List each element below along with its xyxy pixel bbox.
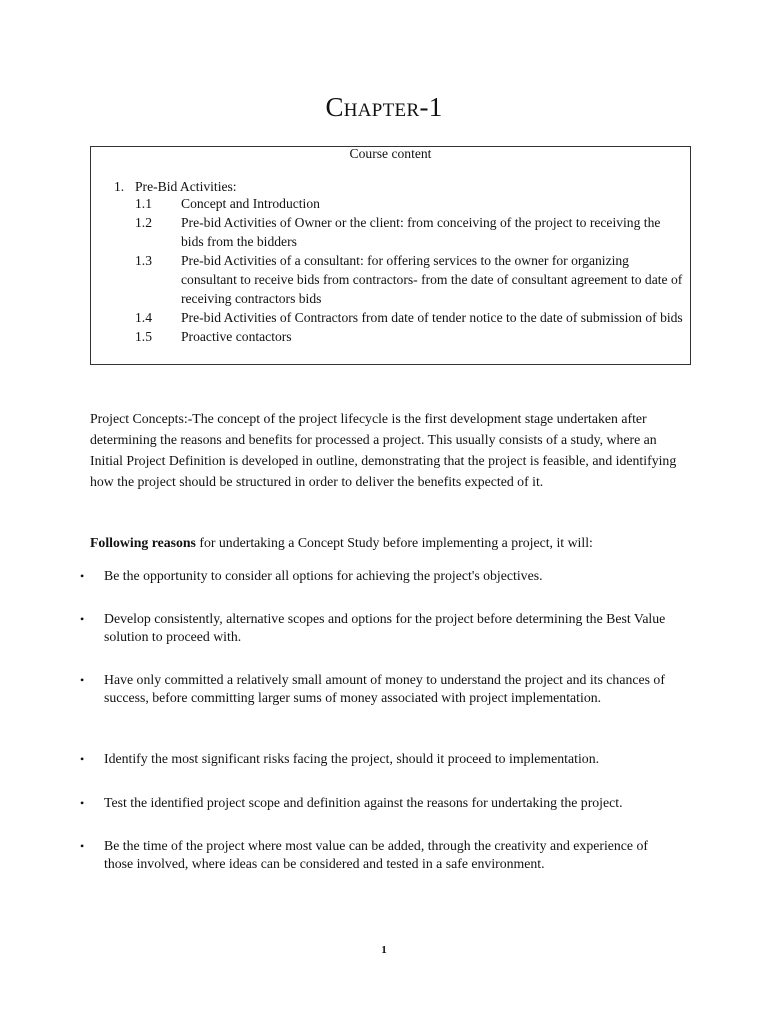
bullet-item [80, 671, 680, 707]
bullet-icon: • [80, 569, 85, 583]
toc-item [135, 213, 685, 251]
toc-item-text: Concept and Introduction [181, 196, 320, 211]
toc-item-number: 1.4 [135, 310, 152, 325]
bullet-text: Identify the most significant risks facing the project, should it proceed to implementation. [104, 751, 600, 766]
bullet-item [80, 750, 680, 768]
toc-item-number: 1.3 [135, 253, 152, 268]
bullet-text: Develop consistently, alternative scopes and options for the project before determining the Best Value solution to proceed with. [104, 611, 666, 644]
toc-main-number: 1. [114, 179, 125, 194]
lead-bold-text: Following reasons [90, 535, 196, 550]
toc-item-number: 1.5 [135, 329, 152, 344]
bullet-icon: • [80, 796, 85, 810]
bullet-text: Test the identified project scope and definition against the reasons for undertaking the project. [104, 795, 623, 810]
toc-item [135, 194, 685, 213]
toc-item [135, 308, 685, 327]
toc-item-number: 1.1 [135, 196, 152, 211]
bullet-icon: • [80, 612, 85, 626]
toc-item-text: Proactive contactors [181, 329, 292, 344]
toc-item-text: Pre-bid Activities of a consultant: for offering services to the owner for organizing consultant to receive bids from contractors- from the date of consultant agreement to date of receiving contractors bids [181, 253, 683, 306]
course-content-box [90, 146, 691, 365]
bullet-icon: • [80, 673, 85, 687]
bullet-icon: • [80, 752, 85, 766]
bullet-item [80, 837, 680, 873]
bullet-item [80, 610, 680, 646]
bullet-text: Be the opportunity to consider all options for achieving the project's objectives. [104, 568, 543, 583]
bullet-icon: • [80, 839, 85, 853]
toc-main-label: Pre-Bid Activities: [135, 179, 237, 194]
chapter-title: Chapter-1 [325, 92, 443, 122]
toc-item-text: Pre-bid Activities of Contractors from date of tender notice to the date of submission of bids [181, 310, 683, 325]
toc-item-number: 1.2 [135, 215, 152, 230]
toc-item-text: Pre-bid Activities of Owner or the client: from conceiving of the project to receiving the bids from the bidders [181, 215, 661, 249]
bullet-text: Be the time of the project where most value can be added, through the creativity and experience of those involved, where ideas can be considered and tested in a safe environment. [104, 838, 648, 871]
reasons-lead-paragraph [90, 532, 680, 553]
page-number: 1 [381, 944, 387, 956]
toc-subitems [135, 194, 685, 346]
toc-item [135, 251, 685, 308]
bullet-item [80, 567, 680, 585]
toc-item [135, 327, 685, 346]
bullet-item [80, 794, 680, 812]
course-content-heading: Course content [349, 146, 432, 161]
bullet-text: Have only committed a relatively small amount of money to understand the project and its chances of success, before committing larger sums of money associated with project implementation. [104, 672, 665, 705]
lead-rest-text: for undertaking a Concept Study before implementing a project, it will: [195, 535, 593, 550]
intro-paragraph: Project Concepts:-The concept of the project lifecycle is the first development stage undertaken after determining the reasons and benefits for processed a project. This usually consists of a study, where an Initial Project Definition is developed in outline, demonstrating that the project is feasible, and identifying how the project should be structured in order to deliver the benefits expected of it. [90, 411, 677, 489]
